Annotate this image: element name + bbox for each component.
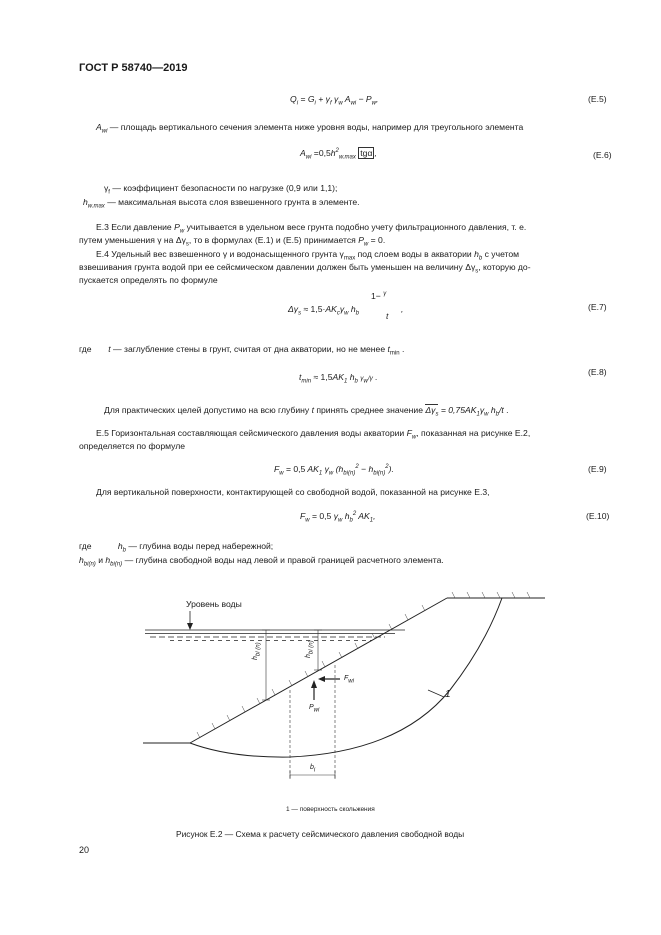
equation-number-e8: (E.8) [588,367,607,377]
label-hbi-right: $h_{bi (n)}$ [305,640,315,658]
equation-e7: $\Delta\gamma_s \approx 1,5\cdot AK_c\gamma_w$ $h_b$ [288,304,359,317]
where-hbi-definition: $h_{bi(n)}$ и $h_{bi(n)}$ — глубина свободной воды над левой и правой границей расчетного элемента. [79,555,444,568]
paragraph-e3-line2: путем уменьшения γ на $\Delta\gamma_s$, то в формулах (Е.1) и (Е.5) принимается $P_w = 0$. [79,235,386,248]
equation-e5: $Q_i = G_i + \gamma_f$ $\gamma_w$ $A_{wi} - P_w$, [290,94,379,107]
slope-surface [190,598,447,743]
equation-number-e6: (E.6) [593,150,612,160]
top-hatching [452,592,530,598]
practical-note: Для практических целей допустимо на всю глубину t принять среднее значение $\Delta\gamma_s = 0,75AK_1\gamma_w$ $h_b/t$ . [104,405,509,418]
figure-caption: Рисунок Е.2 — Схема к расчету сейсмического давления свободной воды [176,829,465,839]
equation-e6: $A_{wi} =0,5h^2_{w.max}$ tgα , [300,148,377,161]
gamma-f-definition: $\gamma_f$ — коэффициент безопасности по нагрузке (0,9 или 1,1); [104,183,338,196]
paragraph-e4-line3: пускается определять по формуле [79,275,218,285]
force-pwi-arrowhead [311,680,317,688]
label-hbi-left: $h_{bi (n)}$ [252,642,262,660]
where-hb-definition: где $h_b$ — глубина воды перед набережной; [79,541,274,554]
water-level-arrowhead [187,623,193,630]
force-fwi-arrowhead [318,676,325,682]
label-fwi: $F_{wi}$ [344,675,354,685]
equation-e7-denominator: t [386,311,389,321]
awi-definition: $A_{wi}$ — площадь вертикального сечения элемента ниже уровня воды, например для треугольного элемента [96,122,524,135]
document-header: ГОСТ Р 58740—2019 [79,62,188,74]
equation-number-e7: (E.7) [588,302,607,312]
label-1-leader [428,690,444,697]
figure-legend: 1 — поверхность скольжения [286,806,375,813]
paragraph-e5-line1: Е.5 Горизонтальная составляющая сейсмического давления воды акватории $F_w$, показанная на рисунке Е.2, [96,428,531,441]
where-t-definition: где t — заглубление стены в грунт, считая от дна акватории, но не менее $t_{min}$ . [79,344,405,357]
label-pwi: $P_{wi}$ [309,704,320,714]
label-bi: $b_i$ [310,764,316,774]
hwmax-definition: $h_{w.max}$ — максимальная высота слоя взвешенного грунта в элементе. [83,197,360,210]
water-surface [145,630,405,641]
paragraph-e4-line2: взвешивания грунта водой при ее сейсмическом давлении должен быть уменьшен на величину $\Delta\gamma_s$, которую до- [79,262,531,275]
slope-hatching [197,605,425,738]
water-level-label: Уровень воды [186,599,242,609]
page-number: 20 [79,845,90,855]
equation-number-e10: (E.10) [586,511,610,521]
label-slip-surface-1: 1 [445,689,451,700]
paragraph-e5-line2: определяется по формуле [79,441,186,451]
paragraph-e3-line1: Е.3 Если давление $P_w$ учитывается в удельном весе грунта подобно учету фильтрационного давления, т. е. [96,222,527,235]
equation-e7-numerator: 1− $^\gamma$ [371,291,387,301]
paragraph-e4-line1: Е.4 Удельный вес взвешенного γ и водонасыщенного грунта $\gamma_{max}$ под слоем воды в акватории $h_b$ с учетом [96,249,520,262]
equation-number-e9: (E.9) [588,464,607,474]
vertical-surface-text: Для вертикальной поверхности, контактирующей со свободной водой, показанной на рисунке Е.3, [96,487,490,497]
equation-e7-comma: , [401,304,404,314]
equation-e9: $F_w = 0,5$ $AK_1$ $\gamma_w$ $(h_{bi(n)}^2 - h_{bi(n)}^2)$. [274,464,394,477]
equation-e8: $t_{min} \approx 1,5AK_1$ $h_b$ $\gamma_w/\gamma$ . [299,372,378,385]
equation-number-e5: (E.5) [588,94,607,104]
equation-e10: $F_w = 0,5$ $\gamma_w$ $h_b^2$ $AK_1$, [300,511,376,524]
